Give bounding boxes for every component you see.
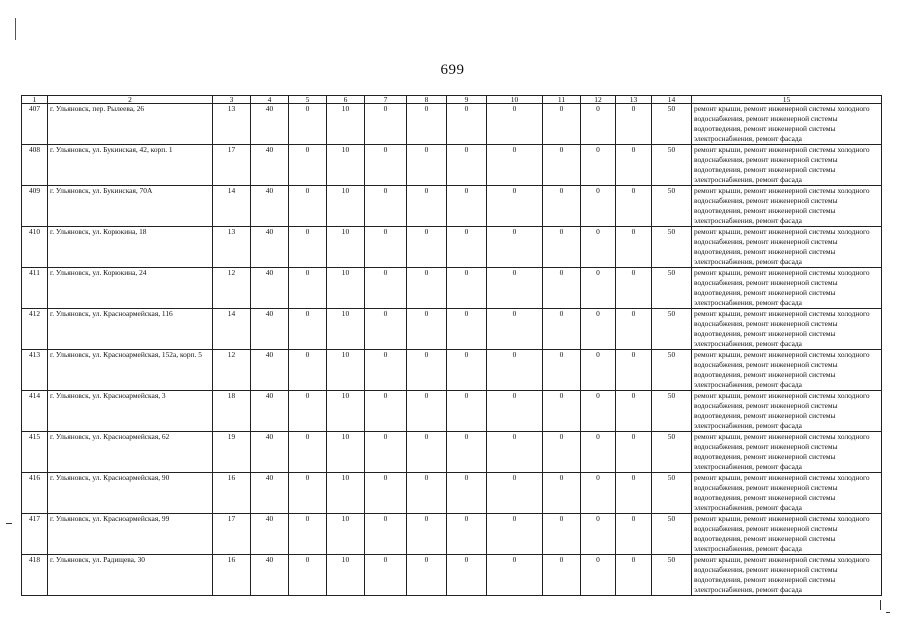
value-cell: 0 — [581, 268, 616, 309]
value-cell: 0 — [447, 432, 487, 473]
value-cell: 0 — [543, 227, 581, 268]
value-cell: 0 — [487, 514, 543, 555]
table-row — [22, 473, 882, 514]
value-cell: 0 — [543, 391, 581, 432]
table-row — [22, 145, 882, 186]
register-table — [21, 95, 882, 596]
value-cell: 0 — [407, 145, 447, 186]
row-number-cell: 408 — [22, 145, 48, 186]
value-cell: 0 — [616, 104, 652, 145]
value-cell: 0 — [365, 432, 407, 473]
row-number-cell: 416 — [22, 473, 48, 514]
table-row — [22, 268, 882, 309]
value-cell: 10 — [327, 432, 365, 473]
value-cell: 0 — [616, 432, 652, 473]
row-number-cell: 410 — [22, 227, 48, 268]
value-cell: 13 — [213, 227, 251, 268]
value-cell: 10 — [327, 186, 365, 227]
address-cell: г. Ульяновск, ул. Корюкина, 18 — [48, 227, 213, 268]
value-cell: 0 — [365, 555, 407, 596]
value-cell: 18 — [213, 391, 251, 432]
value-cell: 0 — [616, 391, 652, 432]
value-cell: 0 — [616, 268, 652, 309]
value-cell: 0 — [407, 227, 447, 268]
works-cell: ремонт крыши, ремонт инженерной системы холодного водоснабжения, ремонт инженерной системы водоотведения, ремонт инженерной системы электроснабжения, ремонт фасада — [692, 227, 882, 268]
value-cell: 10 — [327, 391, 365, 432]
value-cell: 0 — [365, 473, 407, 514]
value-cell: 40 — [251, 514, 289, 555]
column-header-5: 5 — [289, 96, 327, 104]
value-cell: 0 — [616, 186, 652, 227]
works-cell: ремонт крыши, ремонт инженерной системы холодного водоснабжения, ремонт инженерной системы водоотведения, ремонт инженерной системы электроснабжения, ремонт фасада — [692, 145, 882, 186]
value-cell: 12 — [213, 350, 251, 391]
column-header-2: 2 — [48, 96, 213, 104]
address-cell: г. Ульяновск, ул. Букинская, 70А — [48, 186, 213, 227]
value-cell: 0 — [447, 227, 487, 268]
scan-mark — [880, 600, 881, 610]
scan-edge-line — [15, 18, 16, 40]
table-row — [22, 309, 882, 350]
value-cell: 50 — [652, 391, 692, 432]
address-cell: г. Ульяновск, ул. Корюкина, 24 — [48, 268, 213, 309]
value-cell: 0 — [543, 268, 581, 309]
value-cell: 0 — [543, 145, 581, 186]
value-cell: 50 — [652, 350, 692, 391]
value-cell: 0 — [616, 227, 652, 268]
row-number-cell: 412 — [22, 309, 48, 350]
row-number-cell: 411 — [22, 268, 48, 309]
value-cell: 17 — [213, 145, 251, 186]
row-number-cell: 418 — [22, 555, 48, 596]
value-cell: 0 — [447, 473, 487, 514]
value-cell: 0 — [616, 309, 652, 350]
address-cell: г. Ульяновск, ул. Красноармейская, 116 — [48, 309, 213, 350]
value-cell: 40 — [251, 473, 289, 514]
value-cell: 0 — [407, 268, 447, 309]
value-cell: 50 — [652, 186, 692, 227]
works-cell: ремонт крыши, ремонт инженерной системы холодного водоснабжения, ремонт инженерной системы водоотведения, ремонт инженерной системы электроснабжения, ремонт фасада — [692, 268, 882, 309]
address-cell: г. Ульяновск, ул. Красноармейская, 99 — [48, 514, 213, 555]
value-cell: 0 — [407, 186, 447, 227]
table-row — [22, 432, 882, 473]
works-cell: ремонт крыши, ремонт инженерной системы холодного водоснабжения, ремонт инженерной системы водоотведения, ремонт инженерной системы электроснабжения, ремонт фасада — [692, 350, 882, 391]
value-cell: 0 — [365, 514, 407, 555]
value-cell: 50 — [652, 227, 692, 268]
column-header-12: 12 — [581, 96, 616, 104]
value-cell: 0 — [407, 473, 447, 514]
row-number-cell: 409 — [22, 186, 48, 227]
value-cell: 0 — [487, 309, 543, 350]
value-cell: 40 — [251, 268, 289, 309]
value-cell: 0 — [543, 350, 581, 391]
value-cell: 0 — [447, 268, 487, 309]
value-cell: 10 — [327, 555, 365, 596]
value-cell: 10 — [327, 227, 365, 268]
value-cell: 40 — [251, 432, 289, 473]
value-cell: 0 — [365, 227, 407, 268]
value-cell: 0 — [581, 104, 616, 145]
works-cell: ремонт крыши, ремонт инженерной системы холодного водоснабжения, ремонт инженерной системы водоотведения, ремонт инженерной системы электроснабжения, ремонт фасада — [692, 309, 882, 350]
value-cell: 50 — [652, 104, 692, 145]
value-cell: 10 — [327, 309, 365, 350]
value-cell: 10 — [327, 268, 365, 309]
page-number: 699 — [440, 62, 465, 78]
table-row — [22, 104, 882, 145]
row-number-cell: 414 — [22, 391, 48, 432]
value-cell: 0 — [581, 350, 616, 391]
value-cell: 0 — [581, 391, 616, 432]
column-header-15: 15 — [692, 96, 882, 104]
value-cell: 10 — [327, 104, 365, 145]
value-cell: 0 — [407, 555, 447, 596]
value-cell: 10 — [327, 350, 365, 391]
column-header-14: 14 — [652, 96, 692, 104]
value-cell: 0 — [289, 432, 327, 473]
value-cell: 0 — [289, 186, 327, 227]
value-cell: 0 — [581, 555, 616, 596]
value-cell: 0 — [581, 145, 616, 186]
value-cell: 0 — [365, 104, 407, 145]
column-header-7: 7 — [365, 96, 407, 104]
value-cell: 0 — [447, 309, 487, 350]
column-number-row — [22, 96, 882, 104]
value-cell: 0 — [407, 432, 447, 473]
value-cell: 12 — [213, 268, 251, 309]
value-cell: 40 — [251, 350, 289, 391]
address-cell: г. Ульяновск, ул. Красноармейская, 152а, корп. 5 — [48, 350, 213, 391]
column-header-9: 9 — [447, 96, 487, 104]
value-cell: 0 — [365, 145, 407, 186]
row-number-cell: 413 — [22, 350, 48, 391]
value-cell: 10 — [327, 145, 365, 186]
value-cell: 50 — [652, 432, 692, 473]
address-cell: г. Ульяновск, пер. Рылеева, 26 — [48, 104, 213, 145]
value-cell: 50 — [652, 309, 692, 350]
value-cell: 0 — [289, 104, 327, 145]
value-cell: 0 — [289, 473, 327, 514]
address-cell: г. Ульяновск, ул. Красноармейская, 90 — [48, 473, 213, 514]
value-cell: 0 — [581, 514, 616, 555]
value-cell: 0 — [407, 309, 447, 350]
row-number-cell: 417 — [22, 514, 48, 555]
value-cell: 0 — [487, 186, 543, 227]
value-cell: 40 — [251, 309, 289, 350]
value-cell: 0 — [365, 309, 407, 350]
column-header-4: 4 — [251, 96, 289, 104]
value-cell: 0 — [365, 186, 407, 227]
value-cell: 13 — [213, 104, 251, 145]
value-cell: 0 — [543, 514, 581, 555]
value-cell: 0 — [581, 186, 616, 227]
value-cell: 0 — [407, 104, 447, 145]
value-cell: 0 — [487, 268, 543, 309]
value-cell: 50 — [652, 514, 692, 555]
table-row — [22, 350, 882, 391]
value-cell: 0 — [447, 391, 487, 432]
value-cell: 0 — [365, 350, 407, 391]
value-cell: 0 — [616, 514, 652, 555]
value-cell: 0 — [581, 473, 616, 514]
value-cell: 0 — [407, 391, 447, 432]
value-cell: 0 — [616, 555, 652, 596]
value-cell: 0 — [487, 473, 543, 514]
address-cell: г. Ульяновск, ул. Букинская, 42, корп. 1 — [48, 145, 213, 186]
value-cell: 50 — [652, 555, 692, 596]
address-cell: г. Ульяновск, ул. Красноармейская, 3 — [48, 391, 213, 432]
value-cell: 40 — [251, 391, 289, 432]
value-cell: 10 — [327, 473, 365, 514]
value-cell: 0 — [289, 514, 327, 555]
value-cell: 0 — [289, 391, 327, 432]
value-cell: 0 — [581, 309, 616, 350]
value-cell: 0 — [487, 104, 543, 145]
value-cell: 0 — [487, 432, 543, 473]
value-cell: 50 — [652, 145, 692, 186]
value-cell: 0 — [447, 350, 487, 391]
value-cell: 0 — [289, 350, 327, 391]
value-cell: 40 — [251, 145, 289, 186]
value-cell: 0 — [616, 145, 652, 186]
column-header-3: 3 — [213, 96, 251, 104]
value-cell: 0 — [487, 145, 543, 186]
value-cell: 0 — [447, 555, 487, 596]
value-cell: 40 — [251, 104, 289, 145]
column-header-6: 6 — [327, 96, 365, 104]
value-cell: 0 — [289, 227, 327, 268]
value-cell: 0 — [447, 145, 487, 186]
column-header-13: 13 — [616, 96, 652, 104]
row-number-cell: 407 — [22, 104, 48, 145]
value-cell: 14 — [213, 186, 251, 227]
value-cell: 40 — [251, 186, 289, 227]
value-cell: 0 — [487, 227, 543, 268]
value-cell: 0 — [543, 104, 581, 145]
value-cell: 0 — [447, 104, 487, 145]
value-cell: 0 — [289, 268, 327, 309]
row-number-cell: 415 — [22, 432, 48, 473]
value-cell: 0 — [487, 391, 543, 432]
value-cell: 16 — [213, 473, 251, 514]
table-row — [22, 514, 882, 555]
value-cell: 0 — [543, 555, 581, 596]
value-cell: 40 — [251, 555, 289, 596]
value-cell: 16 — [213, 555, 251, 596]
value-cell: 0 — [543, 473, 581, 514]
works-cell: ремонт крыши, ремонт инженерной системы холодного водоснабжения, ремонт инженерной системы водоотведения, ремонт инженерной системы электроснабжения, ремонт фасада — [692, 473, 882, 514]
value-cell: 10 — [327, 514, 365, 555]
value-cell: 19 — [213, 432, 251, 473]
table-row — [22, 555, 882, 596]
value-cell: 0 — [616, 350, 652, 391]
value-cell: 0 — [543, 309, 581, 350]
value-cell: 0 — [581, 432, 616, 473]
value-cell: 0 — [447, 186, 487, 227]
value-cell: 0 — [543, 186, 581, 227]
works-cell: ремонт крыши, ремонт инженерной системы холодного водоснабжения, ремонт инженерной системы водоотведения, ремонт инженерной системы электроснабжения, ремонт фасада — [692, 432, 882, 473]
scan-mark — [886, 612, 890, 613]
table-row — [22, 227, 882, 268]
works-cell: ремонт крыши, ремонт инженерной системы холодного водоснабжения, ремонт инженерной системы водоотведения, ремонт инженерной системы электроснабжения, ремонт фасада — [692, 391, 882, 432]
works-cell: ремонт крыши, ремонт инженерной системы холодного водоснабжения, ремонт инженерной системы водоотведения, ремонт инженерной системы электроснабжения, ремонт фасада — [692, 186, 882, 227]
value-cell: 0 — [365, 391, 407, 432]
table-row — [22, 186, 882, 227]
value-cell: 0 — [487, 555, 543, 596]
value-cell: 40 — [251, 227, 289, 268]
value-cell: 0 — [289, 555, 327, 596]
value-cell: 17 — [213, 514, 251, 555]
value-cell: 0 — [581, 227, 616, 268]
value-cell: 50 — [652, 473, 692, 514]
value-cell: 0 — [543, 432, 581, 473]
works-cell: ремонт крыши, ремонт инженерной системы холодного водоснабжения, ремонт инженерной системы водоотведения, ремонт инженерной системы электроснабжения, ремонт фасада — [692, 514, 882, 555]
value-cell: 0 — [616, 473, 652, 514]
column-header-8: 8 — [407, 96, 447, 104]
value-cell: 0 — [289, 309, 327, 350]
column-header-11: 11 — [543, 96, 581, 104]
value-cell: 0 — [365, 268, 407, 309]
address-cell: г. Ульяновск, ул. Красноармейская, 62 — [48, 432, 213, 473]
address-cell: г. Ульяновск, ул. Радищева, 30 — [48, 555, 213, 596]
value-cell: 0 — [289, 145, 327, 186]
column-header-10: 10 — [487, 96, 543, 104]
value-cell: 0 — [407, 350, 447, 391]
value-cell: 14 — [213, 309, 251, 350]
scan-mark — [6, 523, 12, 524]
column-header-1: 1 — [22, 96, 48, 104]
value-cell: 0 — [487, 350, 543, 391]
value-cell: 0 — [407, 514, 447, 555]
value-cell: 0 — [447, 514, 487, 555]
works-cell: ремонт крыши, ремонт инженерной системы холодного водоснабжения, ремонт инженерной системы водоотведения, ремонт инженерной системы электроснабжения, ремонт фасада — [692, 555, 882, 596]
value-cell: 50 — [652, 268, 692, 309]
table-row — [22, 391, 882, 432]
works-cell: ремонт крыши, ремонт инженерной системы холодного водоснабжения, ремонт инженерной системы водоотведения, ремонт инженерной системы электроснабжения, ремонт фасада — [692, 104, 882, 145]
